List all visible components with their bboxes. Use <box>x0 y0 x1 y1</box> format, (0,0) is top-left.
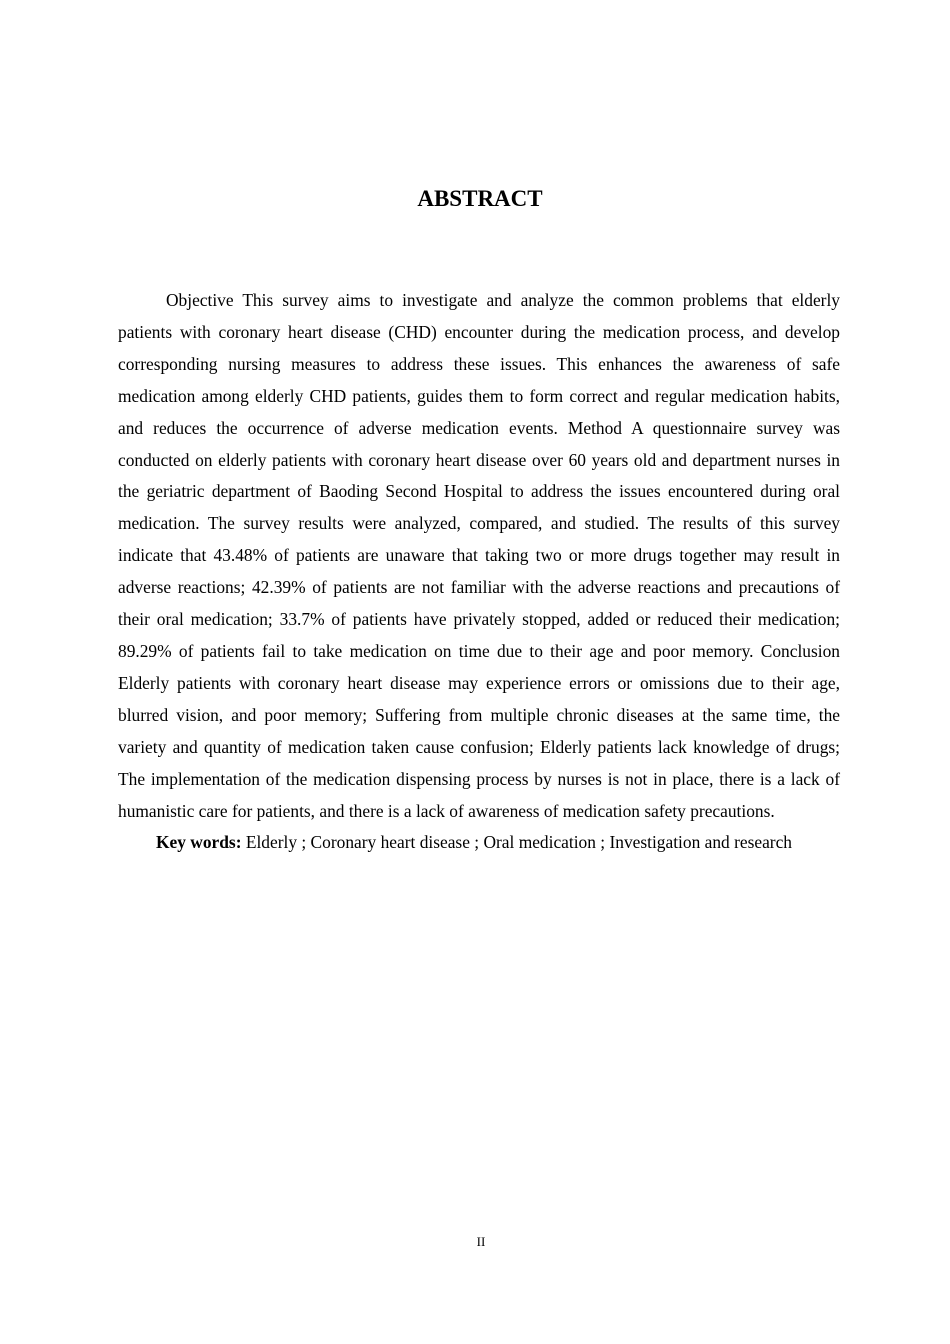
abstract-body <box>118 285 840 859</box>
page-number: II <box>476 1234 486 1249</box>
keywords-paragraph <box>118 827 840 859</box>
keywords-list: Elderly ; Coronary heart disease ; Oral medication ; Investigation and research <box>241 832 793 853</box>
abstract-title: ABSTRACT <box>417 186 543 211</box>
abstract-paragraph: Objective This survey aims to investigate and analyze the common problems that elderly patients with coronary heart disease (CHD) encounter during the medication process, and develop corresponding nursing measures to address these issues. This enhances the awareness of safe medication among elderly CHD patients, guides them to form correct and regular medication habits, and reduces the occurrence of adverse medication events. Method A questionnaire survey was conducted on elderly patients with coronary heart disease over 60 years old and department nurses in the geriatric department of Baoding Second Hospital to address the issues encountered during oral medication. The survey results were analyzed, compared, and studied. The results of this survey indicate that 43.48% of patients are unaware that taking two or more drugs together may result in adverse reactions; 42.39% of patients are not familiar with the adverse reactions and precautions of their oral medication; 33.7% of patients have privately stopped, added or reduced their medication; 89.29% of patients fail to take medication on time due to their age and poor memory. Conclusion Elderly patients with coronary heart disease may experience errors or omissions due to their age, blurred vision, and poor memory; Suffering from multiple chronic diseases at the same time, the variety and quantity of medication taken cause confusion; Elderly patients lack knowledge of drugs; The implementation of the medication dispensing process by nurses is not in place, there is a lack of humanistic care for patients, and there is a lack of awareness of medication safety precautions. <box>118 290 840 821</box>
keywords-label: Key words: <box>156 832 242 853</box>
